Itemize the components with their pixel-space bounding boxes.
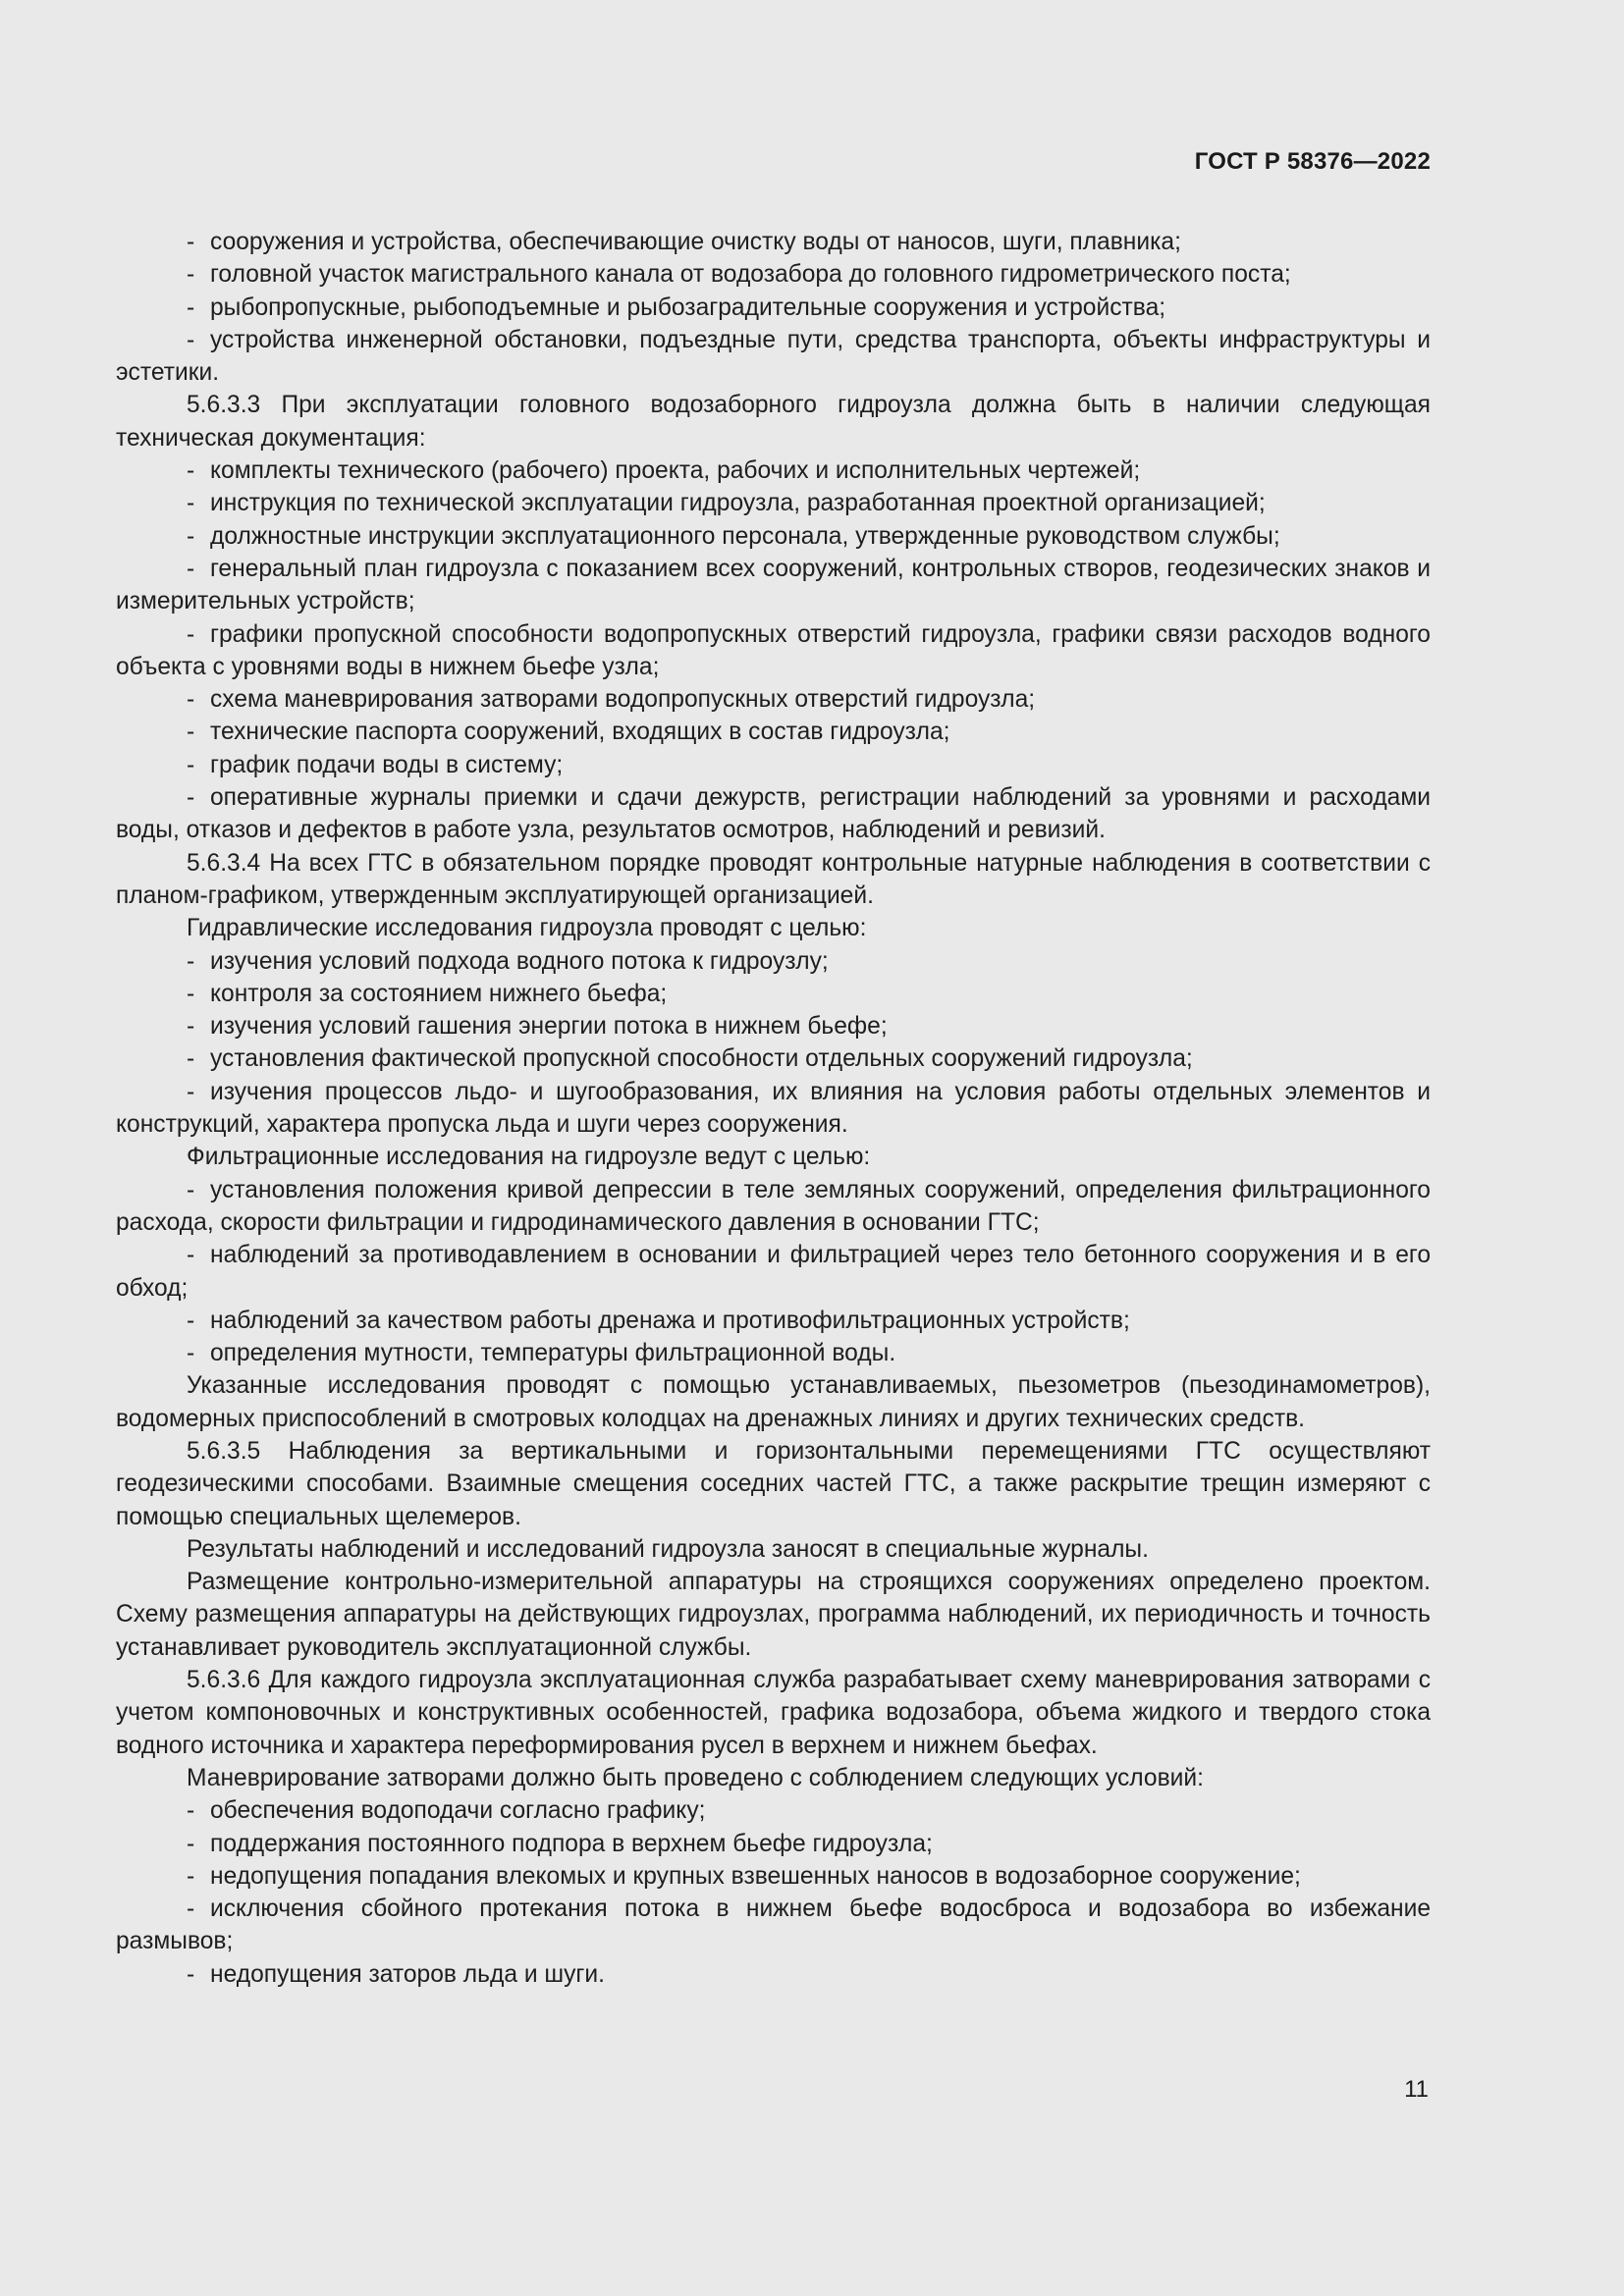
list-item: - недопущения заторов льда и шуги. (116, 1958, 1431, 1991)
list-item: - инструкция по технической эксплуатации гидроузла, разработанная проектной организацией; (116, 487, 1431, 519)
list-item: - поддержания постоянного подпора в верхнем бьефе гидроузла; (116, 1828, 1431, 1860)
paragraph: 5.6.3.5 Наблюдения за вертикальными и горизонтальными перемещениями ГТС осуществляют геодезическими способами. Взаимные смещения соседних частей ГТС, а также раскрытие трещин измеряют с помощью специальных щелемеров. (116, 1437, 1431, 1530)
paragraph: Фильтрационные исследования на гидроузле ведут с целью: (187, 1144, 871, 1171)
list-item: - определения мутности, температуры фильтрационной воды. (116, 1337, 1431, 1369)
list-item: - наблюдений за качеством работы дренажа и противофильтрационных устройств; (116, 1305, 1431, 1337)
list-item: - комплекты технического (рабочего) проекта, рабочих и исполнительных чертежей; (116, 454, 1431, 487)
paragraph: Гидравлические исследования гидроузла проводят с целью: (187, 915, 867, 942)
list-item: - оперативные журналы приемки и сдачи дежурств, регистрации наблюдений за уровнями и расходами воды, отказов и дефектов в работе узла, результатов осмотров, наблюдений и ревизий. (116, 781, 1431, 847)
paragraph: 5.6.3.3 При эксплуатации головного водозаборного гидроузла должна быть в наличии следующая техническая документация: (116, 392, 1431, 452)
list-item: - головной участок магистрального канала от водозабора до головного гидрометрического поста; (116, 258, 1431, 291)
list-item: - установления фактической пропускной способности отдельных сооружений гидроузла; (116, 1042, 1431, 1075)
list-item: - устройства инженерной обстановки, подъездные пути, средства транспорта, объекты инфраструктуры и эстетики. (116, 324, 1431, 390)
list-item: - сооружения и устройства, обеспечивающие очистку воды от наносов, шуги, плавника; (116, 226, 1431, 258)
paragraph: 5.6.3.4 На всех ГТС в обязательном порядке проводят контрольные натурные наблюдения в соответствии с планом-графиком, утвержденным эксплуатирующей организацией. (116, 849, 1431, 909)
list-item: - технические паспорта сооружений, входящих в состав гидроузла; (116, 716, 1431, 748)
list-item: - установления положения кривой депрессии в теле земляных сооружений, определения фильтрационного расхода, скорости фильтрации и гидродинамического давления в основании ГТС; (116, 1174, 1431, 1240)
paragraph: Размещение контрольно-измерительной аппаратуры на строящихся сооружениях определено проектом. Схему размещения аппаратуры на действующих гидроузлах, программа наблюдений, их периодичность и точность устанавливает руководитель эксплуатационной службы. (116, 1569, 1431, 1661)
paragraph: Результаты наблюдений и исследований гидроузла заносят в специальные журналы. (187, 1535, 1149, 1563)
list-item: - недопущения попадания влекомых и крупных взвешенных наносов в водозаборное сооружение; (116, 1860, 1431, 1893)
list-item: - график подачи воды в систему; (116, 749, 1431, 781)
list-item: - контроля за состоянием нижнего бьефа; (116, 978, 1431, 1010)
list-item: - графики пропускной способности водопропускных отверстий гидроузла, графики связи расходов водного объекта с уровнями воды в нижнем бьефе узла; (116, 618, 1431, 684)
paragraph: Указанные исследования проводят с помощью устанавливаемых, пьезометров (пьезодинамометров), водомерных приспособлений в смотровых колодцах на дренажных линиях и других технических средств. (116, 1372, 1431, 1432)
paragraph: 5.6.3.6 Для каждого гидроузла эксплуатационная служба разрабатывает схему маневрирования затворами с учетом компоновочных и конструктивных особенностей, графика водозабора, объема жидкого и твердого стока водного источника и характера переформирования русел в верхнем и нижнем бьефах. (116, 1667, 1431, 1759)
list-item: - схема маневрирования затворами водопропускных отверстий гидроузла; (116, 683, 1431, 716)
list-item: - изучения условий гашения энергии потока в нижнем бьефе; (116, 1010, 1431, 1042)
document-code-header: ГОСТ Р 58376—2022 (1194, 148, 1431, 175)
list-item: - рыбопропускные, рыбоподъемные и рыбозаградительные сооружения и устройства; (116, 292, 1431, 324)
document-body (116, 226, 1431, 1991)
list-item: - обеспечения водоподачи согласно графику; (116, 1794, 1431, 1827)
list-item: - наблюдений за противодавлением в основании и фильтрацией через тело бетонного сооружения и в его обход; (116, 1239, 1431, 1305)
list-item: - генеральный план гидроузла с показанием всех сооружений, контрольных створов, геодезических знаков и измерительных устройств; (116, 553, 1431, 618)
list-item: - исключения сбойного протекания потока в нижнем бьефе водосброса и водозабора во избежание размывов; (116, 1893, 1431, 1958)
page-number: 11 (1404, 2076, 1429, 2103)
paragraph: Маневрирование затворами должно быть проведено с соблюдением следующих условий: (187, 1764, 1204, 1791)
list-item: - изучения условий подхода водного потока к гидроузлу; (116, 945, 1431, 978)
list-item: - изучения процессов льдо- и шугообразования, их влияния на условия работы отдельных элементов и конструкций, характера пропуска льда и шуги через сооружения. (116, 1076, 1431, 1142)
list-item: - должностные инструкции эксплуатационного персонала, утвержденные руководством службы; (116, 520, 1431, 553)
